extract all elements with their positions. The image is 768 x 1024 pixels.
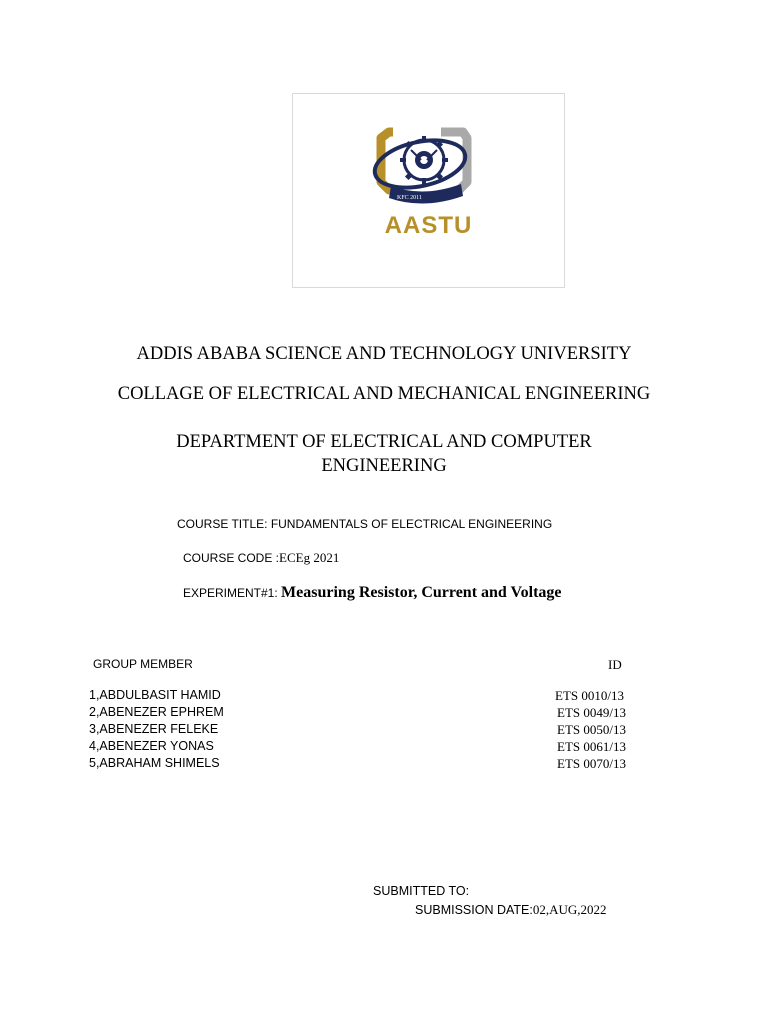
course-code-value: ECEg 2021 — [279, 550, 340, 565]
submission-date — [415, 902, 607, 918]
course-code-label: COURSE CODE : — [183, 551, 280, 565]
university-name: ADDIS ABABA SCIENCE AND TECHNOLOGY UNIVERSITY — [136, 344, 632, 364]
department-name-line-1: DEPARTMENT OF ELECTRICAL AND COMPUTER — [176, 432, 592, 452]
course-code — [183, 550, 339, 566]
submitted-to: SUBMITTED TO: — [373, 884, 470, 898]
course-title — [177, 517, 552, 531]
submission-date-label: SUBMISSION DATE: — [415, 903, 533, 917]
member-id: ETS 0049/13 — [557, 705, 626, 720]
department-name-line-2: ENGINEERING — [321, 456, 447, 476]
member-name: 4,ABENEZER YONAS — [89, 739, 214, 753]
aastu-emblem-icon — [293, 94, 564, 287]
member-id: ETS 0050/13 — [557, 722, 626, 737]
course-title-label: COURSE TITLE: — [177, 517, 268, 531]
member-name: 2,ABENEZER EPHREM — [89, 705, 224, 719]
member-row — [0, 756, 768, 773]
university-logo — [292, 93, 565, 288]
submission-date-value: 02,AUG,2022 — [532, 902, 607, 917]
member-name: 5,ABRAHAM SHIMELS — [89, 756, 220, 770]
member-id: ETS 0061/13 — [557, 739, 626, 754]
member-id: ETS 0070/13 — [557, 756, 626, 771]
member-row — [0, 688, 768, 705]
member-row — [0, 739, 768, 756]
experiment-label: EXPERIMENT#1: — [183, 586, 278, 600]
course-title-value: FUNDAMENTALS OF ELECTRICAL ENGINEERING — [270, 517, 553, 531]
experiment — [183, 584, 562, 602]
member-id: ETS 0010/13 — [555, 688, 624, 703]
member-name: 3,ABENEZER FELEKE — [89, 722, 219, 736]
group-member-header: GROUP MEMBER — [93, 657, 193, 671]
seal-text: KFC 2011 — [397, 195, 422, 201]
id-header: ID — [608, 657, 622, 672]
experiment-title: Measuring Resistor, Current and Voltage — [281, 584, 562, 601]
member-row — [0, 705, 768, 722]
logo-wordmark: AASTU — [384, 212, 473, 239]
member-row — [0, 722, 768, 739]
member-name: 1,ABDULBASIT HAMID — [89, 688, 221, 702]
college-name: COLLAGE OF ELECTRICAL AND MECHANICAL ENGINEERING — [117, 384, 651, 404]
